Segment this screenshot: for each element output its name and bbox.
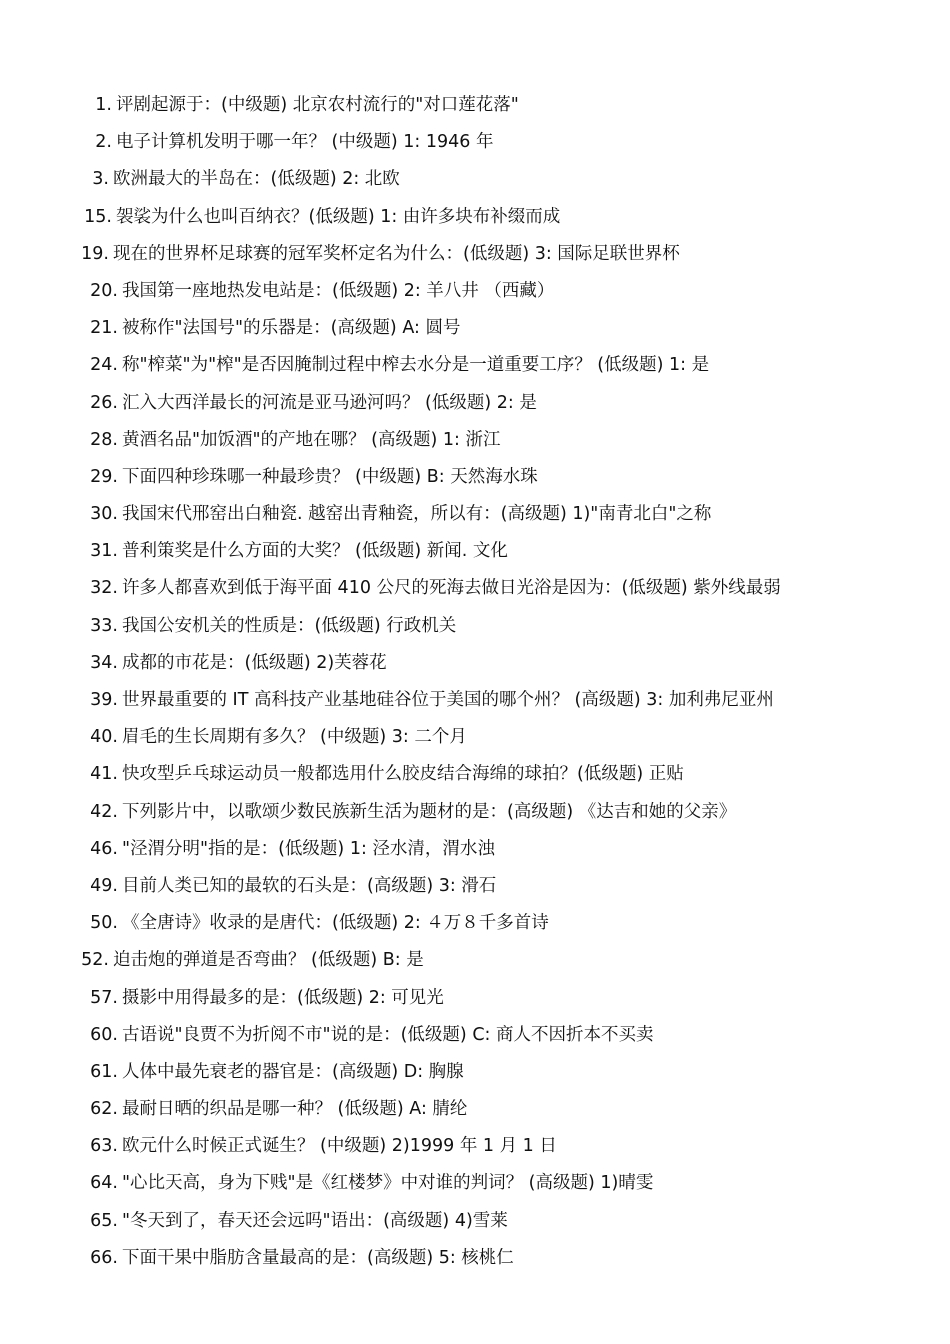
item-number: 19. (81, 243, 109, 264)
item-text: 电子计算机发明于哪一年？ (中级题) 1: 1946 年 (116, 132, 494, 153)
item-text: "冬天到了，春天还会远吗"语出：(高级题) 4)雪莱 (122, 1210, 508, 1231)
item-number: 66. (90, 1247, 118, 1268)
item-number: 33. (90, 615, 118, 636)
list-item (0, 986, 950, 1023)
list-item (0, 316, 950, 353)
item-number: 31. (90, 541, 118, 562)
list-item (0, 1171, 950, 1208)
item-number: 3. (92, 169, 109, 190)
list-item (0, 725, 950, 762)
item-text: 摄影中用得最多的是：(低级题) 2: 可见光 (122, 987, 444, 1008)
list-item (0, 93, 950, 130)
item-text: 下面干果中脂肪含量最高的是：(高级题) 5: 核桃仁 (122, 1247, 514, 1268)
item-text: 古语说"良贾不为折阅不市"说的是：(低级题) C: 商人不因折本不买卖 (122, 1024, 654, 1045)
item-number: 46. (90, 838, 118, 859)
item-text: 被称作"法国号"的乐器是：(高级题) A: 圆号 (122, 318, 461, 339)
list-item (0, 576, 950, 613)
item-number: 63. (90, 1136, 118, 1157)
item-number: 39. (90, 690, 118, 710)
list-item (0, 130, 950, 167)
item-text: 现在的世界杯足球赛的冠军奖杯定名为什么：(低级题) 3: 国际足联世界杯 (113, 243, 680, 264)
list-item (0, 465, 950, 502)
item-number: 26. (90, 392, 118, 413)
list-item (0, 279, 950, 316)
item-number: 15. (84, 206, 112, 227)
item-number: 49. (90, 875, 118, 896)
list-item (0, 391, 950, 428)
item-text: 普利策奖是什么方面的大奖？ (低级题) 新闻. 文化 (122, 541, 508, 562)
list-item (0, 688, 950, 725)
item-text: 黄酒名品"加饭酒"的产地在哪？ (高级题) 1: 浙江 (122, 429, 501, 450)
item-number: 50. (90, 913, 118, 934)
item-number: 64. (90, 1173, 118, 1194)
item-text: 评剧起源于：(中级题) 北京农村流行的"对口莲花落" (116, 95, 519, 115)
list-item (0, 614, 950, 651)
item-text: "心比天高，身为下贱"是《红楼梦》中对谁的判词？ (高级题) 1)晴雯 (122, 1173, 654, 1194)
item-number: 28. (90, 429, 118, 450)
item-text: 我国宋代邢窑出白釉瓷. 越窑出青釉瓷，所以有：(高级题) 1)"南青北白"之称 (122, 504, 712, 525)
list-item (0, 800, 950, 837)
item-number: 42. (90, 801, 118, 822)
list-item (0, 948, 950, 985)
item-number: 57. (90, 987, 118, 1008)
item-number: 2. (95, 132, 112, 153)
item-text: 欧元什么时候正式诞生？ (中级题) 2)1999 年 1 月 1 日 (122, 1136, 557, 1157)
list-item (0, 1097, 950, 1134)
list-item (0, 1060, 950, 1097)
item-number: 65. (90, 1210, 118, 1231)
list-item (0, 911, 950, 948)
item-text: 眉毛的生长周期有多久？ (中级题) 3: 二个月 (122, 727, 467, 748)
item-number: 24. (90, 355, 118, 376)
list-item (0, 651, 950, 688)
item-text: 我国第一座地热发电站是：(低级题) 2: 羊八井 （西藏） (122, 280, 555, 301)
list-item (0, 837, 950, 874)
item-number: 1. (95, 95, 112, 115)
item-text: 迫击炮的弹道是否弯曲？ (低级题) B: 是 (113, 950, 424, 971)
list-item (0, 874, 950, 911)
item-text: 《全唐诗》收录的是唐代：(低级题) 2: ４万８千多首诗 (122, 913, 549, 934)
item-text: 称"榨菜"为"榨"是否因腌制过程中榨去水分是一道重要工序？ (低级题) 1: 是 (122, 355, 710, 376)
item-text: "泾渭分明"指的是：(低级题) 1: 泾水清，渭水浊 (122, 838, 495, 859)
item-number: 32. (90, 578, 118, 599)
list-item (0, 353, 950, 390)
item-number: 20. (90, 280, 118, 301)
item-number: 21. (90, 318, 118, 339)
list-item (0, 1134, 950, 1171)
item-text: 汇入大西洋最长的河流是亚马逊河吗？ (低级题) 2: 是 (122, 392, 537, 413)
item-number: 52. (81, 950, 109, 971)
list-item (0, 428, 950, 465)
item-text: 下列影片中，以歌颂少数民族新生活为题材的是：(高级题) 《达吉和她的父亲》 (122, 801, 737, 822)
item-number: 29. (90, 466, 118, 487)
item-text: 成都的市花是：(低级题) 2)芙蓉花 (122, 652, 387, 673)
item-text: 我国公安机关的性质是：(低级题) 行政机关 (122, 615, 457, 636)
item-number: 34. (90, 652, 118, 673)
item-text: 欧洲最大的半岛在：(低级题) 2: 北欧 (113, 169, 400, 190)
list-item (0, 1246, 950, 1283)
item-number: 30. (90, 504, 118, 525)
item-text: 下面四种珍珠哪一种最珍贵？ (中级题) B: 天然海水珠 (122, 466, 538, 487)
item-number: 61. (90, 1061, 118, 1082)
item-number: 41. (90, 764, 118, 785)
question-list (0, 93, 950, 1283)
item-text: 快攻型乒乓球运动员一般都选用什么胶皮结合海绵的球拍？(低级题) 正贴 (122, 764, 684, 785)
item-number: 40. (90, 727, 118, 748)
item-text: 许多人都喜欢到低于海平面 410 公尺的死海去做日光浴是因为：(低级题) 紫外线最弱 (122, 578, 781, 599)
item-text: 最耐日晒的织品是哪一种？ (低级题) A: 腈纶 (122, 1099, 468, 1120)
item-number: 62. (90, 1099, 118, 1120)
item-text: 人体中最先衰老的器官是：(高级题) D: 胸腺 (122, 1061, 464, 1082)
list-item (0, 242, 950, 279)
item-number: 60. (90, 1024, 118, 1045)
list-item (0, 1209, 950, 1246)
list-item (0, 539, 950, 576)
list-item (0, 167, 950, 204)
list-item (0, 502, 950, 539)
list-item (0, 205, 950, 242)
list-item (0, 762, 950, 799)
item-text: 袈裟为什么也叫百纳衣？(低级题) 1: 由许多块布补缀而成 (116, 206, 561, 227)
list-item (0, 1023, 950, 1060)
item-text: 目前人类已知的最软的石头是：(高级题) 3: 滑石 (122, 875, 497, 896)
item-text: 世界最重要的 IT 高科技产业基地硅谷位于美国的哪个州？ (高级题) 3: 加利弗尼亚州 (122, 690, 774, 710)
